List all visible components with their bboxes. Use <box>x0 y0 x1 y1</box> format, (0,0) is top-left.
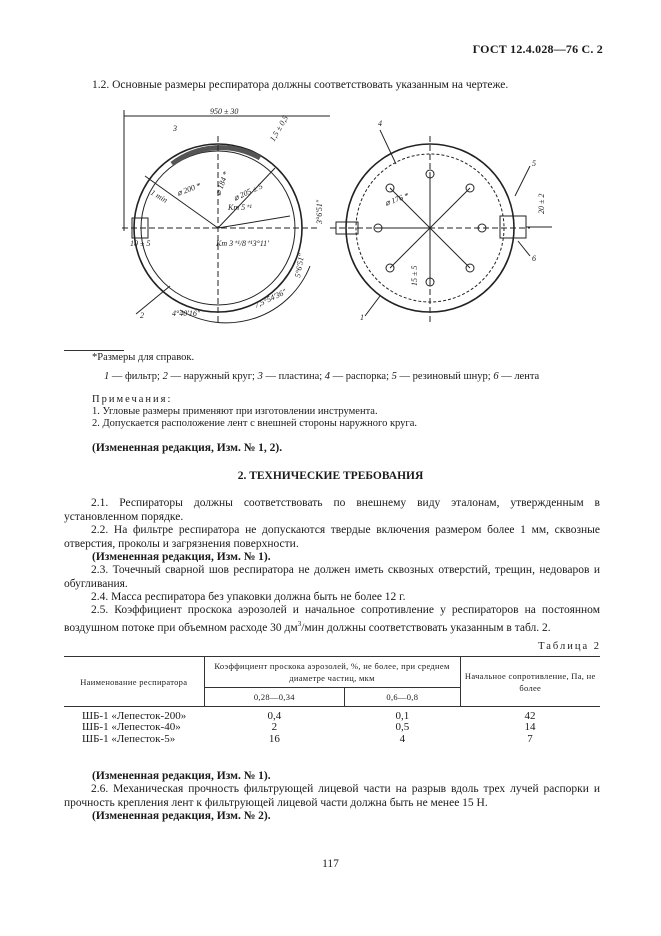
dim-km3: Km 3⁺¹/8⁺¹3°11' <box>216 239 269 248</box>
footnote-rule <box>64 350 124 351</box>
dim-20: 20 ± 2 <box>537 193 546 214</box>
label-item-5: 5 <box>532 159 536 168</box>
table-row: ШБ-1 «Лепесток-200» 0,4 0,1 42 <box>82 709 536 722</box>
footnote: *Размеры для справок. <box>92 352 195 363</box>
legend: 1 — фильтр; 2 — наружный круг; 3 — пластина; 4 — распорка; 5 — резиновый шнур; 6 — лента <box>104 371 540 382</box>
dim-r-min: 1 min <box>149 187 170 205</box>
label-item-3: 3 <box>173 124 177 133</box>
dim-km5: Km 5⁺¹ <box>228 203 252 212</box>
dim-1-5: 1,5 ± 0,5 <box>267 113 290 143</box>
table-row: ШБ-1 «Лепесток-40» 2 0,5 14 <box>82 721 536 733</box>
table-label: Таблица 2 <box>538 641 601 652</box>
note-1: 1. Угловые размеры применяют при изготовлении инструмента. <box>92 406 378 417</box>
notes-title: Примечания: <box>92 394 173 405</box>
table-2 <box>64 656 600 745</box>
dim-dia-176: ⌀ 176 * <box>383 190 411 208</box>
label-item-2: 2 <box>140 311 144 320</box>
paragraph-2-2: 2.2. На фильтре респиратора не допускаются твердые включения размером более 1 мм, сквозные отверстия, проколы и загрязнения поверхности. <box>64 524 600 550</box>
edit-note-1: (Измененная редакция, Изм. № 1, 2). <box>92 442 283 454</box>
edit-note-2: (Измененная редакция, Изм. № 1). <box>92 551 271 563</box>
label-item-1: 1 <box>360 313 364 322</box>
paragraph-2-6: 2.6. Механическая прочность фильтрующей лицевой части на разрыв вдоль трех лучей распорки и прочность крепления лент к фильтрующей лицевой части должна быть не менее 15 Н. <box>64 783 600 809</box>
dim-angle-3: 3°6'51" <box>315 199 324 224</box>
dim-dia-184: ⌀ 184 * <box>213 170 231 197</box>
dim-15: 15 ± 5 <box>410 265 419 286</box>
dim-10: 10 ± 5 <box>130 239 151 248</box>
label-item-4: 4 <box>378 119 382 128</box>
section-title: 2. ТЕХНИЧЕСКИЕ ТРЕБОВАНИЯ <box>237 470 424 482</box>
paragraph-2-4: 2.4. Масса респиратора без упаковки должна быть не более 12 г. <box>91 591 406 603</box>
col-coef-header: Коэффициент проскока аэрозолей, %, не более, при среднем диаметре частиц, мкм <box>204 657 460 688</box>
subcol-2-header: 0,6—0,8 <box>345 688 460 707</box>
col-name-header: Наименование респиратора <box>64 657 204 707</box>
page-number: 117 <box>322 858 339 870</box>
table-row: ШБ-1 «Лепесток-5» 16 4 7 <box>82 732 533 745</box>
paragraph-2-5: 2.5. Коэффициент проскока аэрозолей и начальное сопротивление у респираторов на постоянном воздушном потоке при объемном расходе 30 $дм^3$/мин должны соответствовать указанным в табл. 2. <box>64 604 600 634</box>
dim-angle-7: 7,5°54'36" <box>253 287 288 310</box>
intro-paragraph: 1.2. Основные размеры респиратора должны соответствовать указанным на чертеже. <box>92 79 509 91</box>
edit-note-4: (Измененная редакция, Изм. № 2). <box>92 810 271 822</box>
note-2: 2. Допускается расположение лент с внешней стороны наружного круга. <box>92 418 417 429</box>
paragraph-2-1: 2.1. Респираторы должны соответствовать по внешнему виду эталонам, утвержденным в установленном порядке. <box>64 497 600 523</box>
dim-angle-4: 4°40'16" <box>172 309 201 318</box>
page-header: ГОСТ 12.4.028—76 С. 2 <box>472 42 603 56</box>
label-item-6: 6 <box>532 254 536 263</box>
paragraph-2-3: 2.3. Точечный сварной шов респиратора не должен иметь сквозных отверстий, трещин, недоваров и обугливания. <box>64 564 600 590</box>
edit-note-3: (Измененная редакция, Изм. № 1). <box>92 770 271 782</box>
respirator-drawing <box>60 96 580 331</box>
subcol-1-header: 0,28—0,34 <box>204 688 345 707</box>
dim-dia-205: ⌀ 205 ± 5 <box>232 181 265 203</box>
col-resistance-header: Начальное сопротивление, Па, не более <box>460 657 600 707</box>
dim-dia-200: ⌀ 200 * <box>175 180 203 198</box>
dim-angle-5: 5°6'51" <box>293 252 307 279</box>
dim-overall-width: 950 ± 30 <box>210 107 239 116</box>
